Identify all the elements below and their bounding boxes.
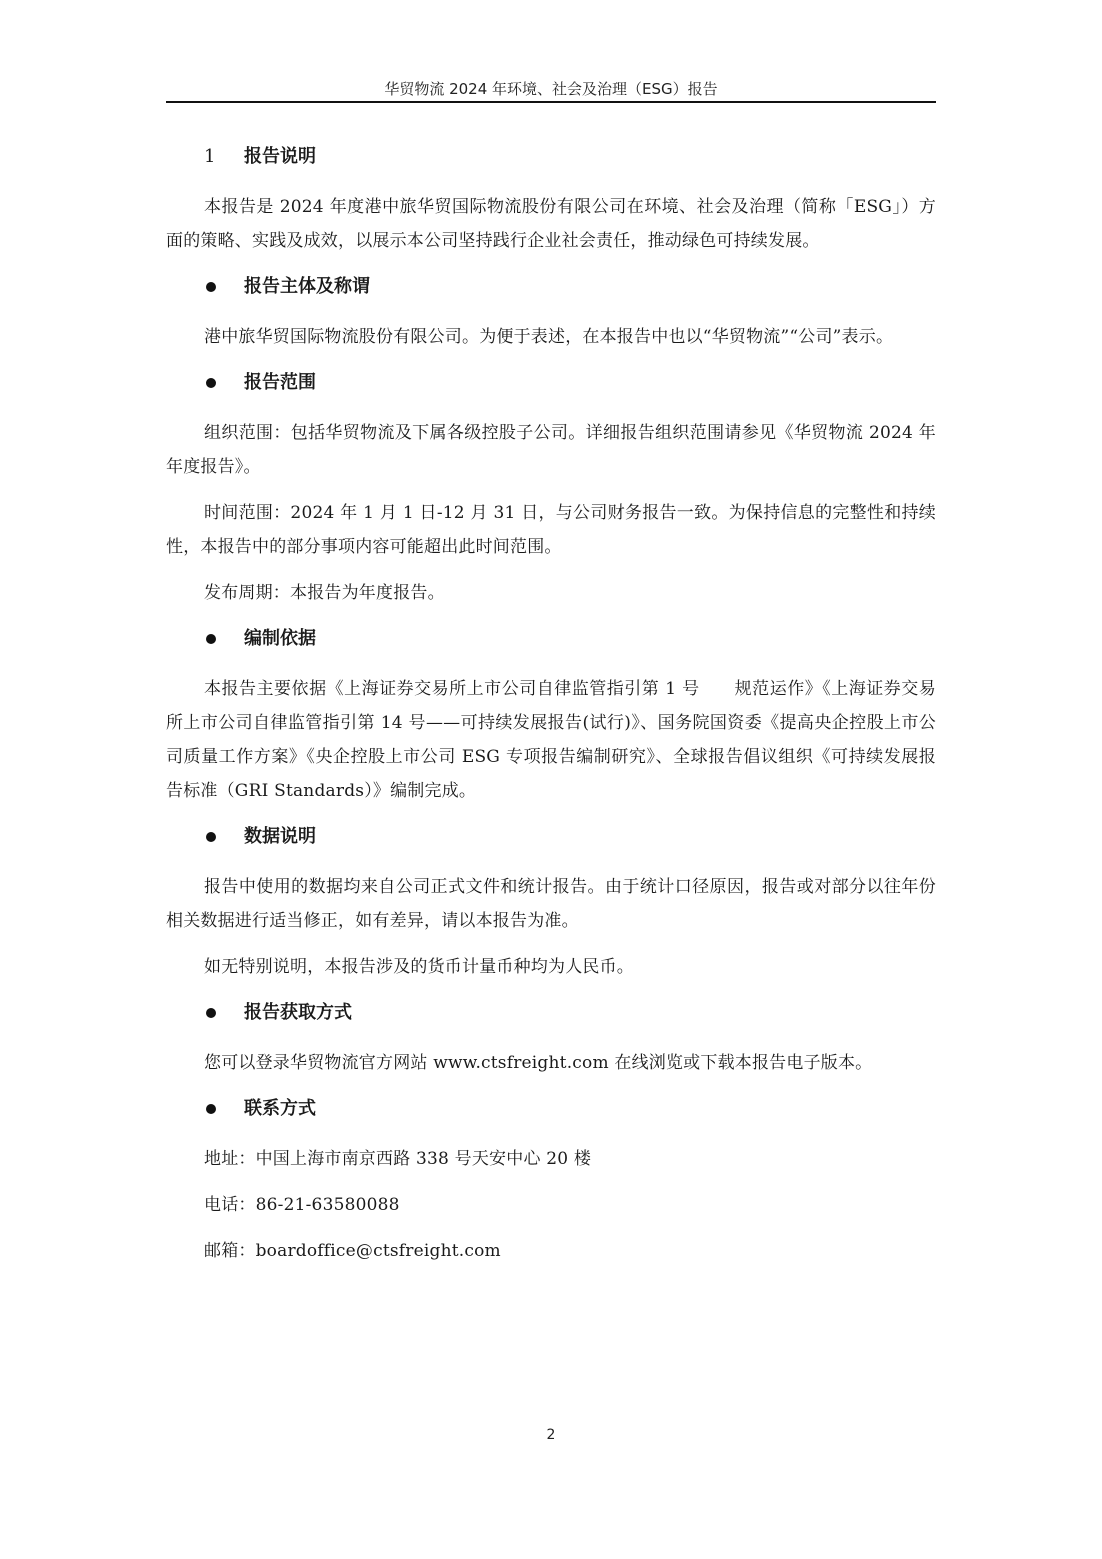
scope-organization-paragraph: 组织范围：包括华贸物流及下属各级控股子公司。详细报告组织范围请参见《华贸物流 2024 年年度报告》。 [166,423,936,477]
subsection-heading-data [166,820,936,854]
entity-paragraph: 港中旅华贸国际物流股份有限公司。为便于表述，在本报告中也以“华贸物流”“公司”表示。 [204,327,894,347]
header-rule [166,101,936,103]
subsection-heading-scope [166,366,936,400]
contact-phone: 电话：86-21-63580088 [204,1195,400,1215]
data-currency-paragraph: 如无特别说明，本报告涉及的货币计量币种均为人民币。 [204,957,634,977]
section-title: 报告说明 [244,146,316,167]
bullet-icon [206,832,216,842]
subsection-heading-basis [166,622,936,656]
section-number: 1 [204,146,216,167]
subsection-title: 编制依据 [244,628,316,649]
subsection-title: 报告范围 [244,372,316,393]
data-source-paragraph: 报告中使用的数据均来自公司正式文件和统计报告。由于统计口径原因，报告或对部分以往年份相关数据进行适当修正，如有差异，请以本报告为准。 [166,877,936,931]
subsection-heading-entity [166,270,936,304]
page-content [166,140,936,1280]
bullet-icon [206,1104,216,1114]
subsection-title: 数据说明 [244,826,316,847]
subsection-heading-contact [166,1092,936,1126]
contact-email: 邮箱：boardoffice@ctsfreight.com [204,1241,501,1261]
section-heading [166,140,936,174]
page-number: 2 [546,1427,556,1443]
subsection-heading-access [166,996,936,1030]
contact-address: 地址：中国上海市南京西路 338 号天安中心 20 楼 [204,1149,592,1169]
scope-cycle-paragraph: 发布周期：本报告为年度报告。 [204,583,445,603]
running-header: 华贸物流 2024 年环境、社会及治理（ESG）报告 [384,80,718,98]
basis-paragraph: 本报告主要依据《上海证券交易所上市公司自律监管指引第 1 号 规范运作》《上海证券交易所上市公司自律监管指引第 14 号——可持续发展报告(试行)》、国务院国资委《提高央企控股上市公司质量工作方案》《央企控股上市公司 ESG 专项报告编制研究》、全球报告倡议组织《可持续发展报告标准（GRI Standards）》编制完成。 [166,679,936,801]
bullet-icon [206,282,216,292]
access-paragraph: 您可以登录华贸物流官方网站 www.ctsfreight.com 在线浏览或下载本报告电子版本。 [204,1053,873,1073]
bullet-icon [206,378,216,388]
subsection-title: 报告主体及称谓 [244,276,370,297]
intro-paragraph: 本报告是 2024 年度港中旅华贸国际物流股份有限公司在环境、社会及治理（简称「ESG」）方面的策略、实践及成效，以展示本公司坚持践行企业社会责任，推动绿色可持续发展。 [166,197,936,251]
subsection-title: 报告获取方式 [244,1002,352,1023]
bullet-icon [206,634,216,644]
scope-time-paragraph: 时间范围：2024 年 1 月 1 日-12 月 31 日，与公司财务报告一致。为保持信息的完整性和持续性，本报告中的部分事项内容可能超出此时间范围。 [166,503,936,557]
bullet-icon [206,1008,216,1018]
subsection-title: 联系方式 [244,1098,316,1119]
